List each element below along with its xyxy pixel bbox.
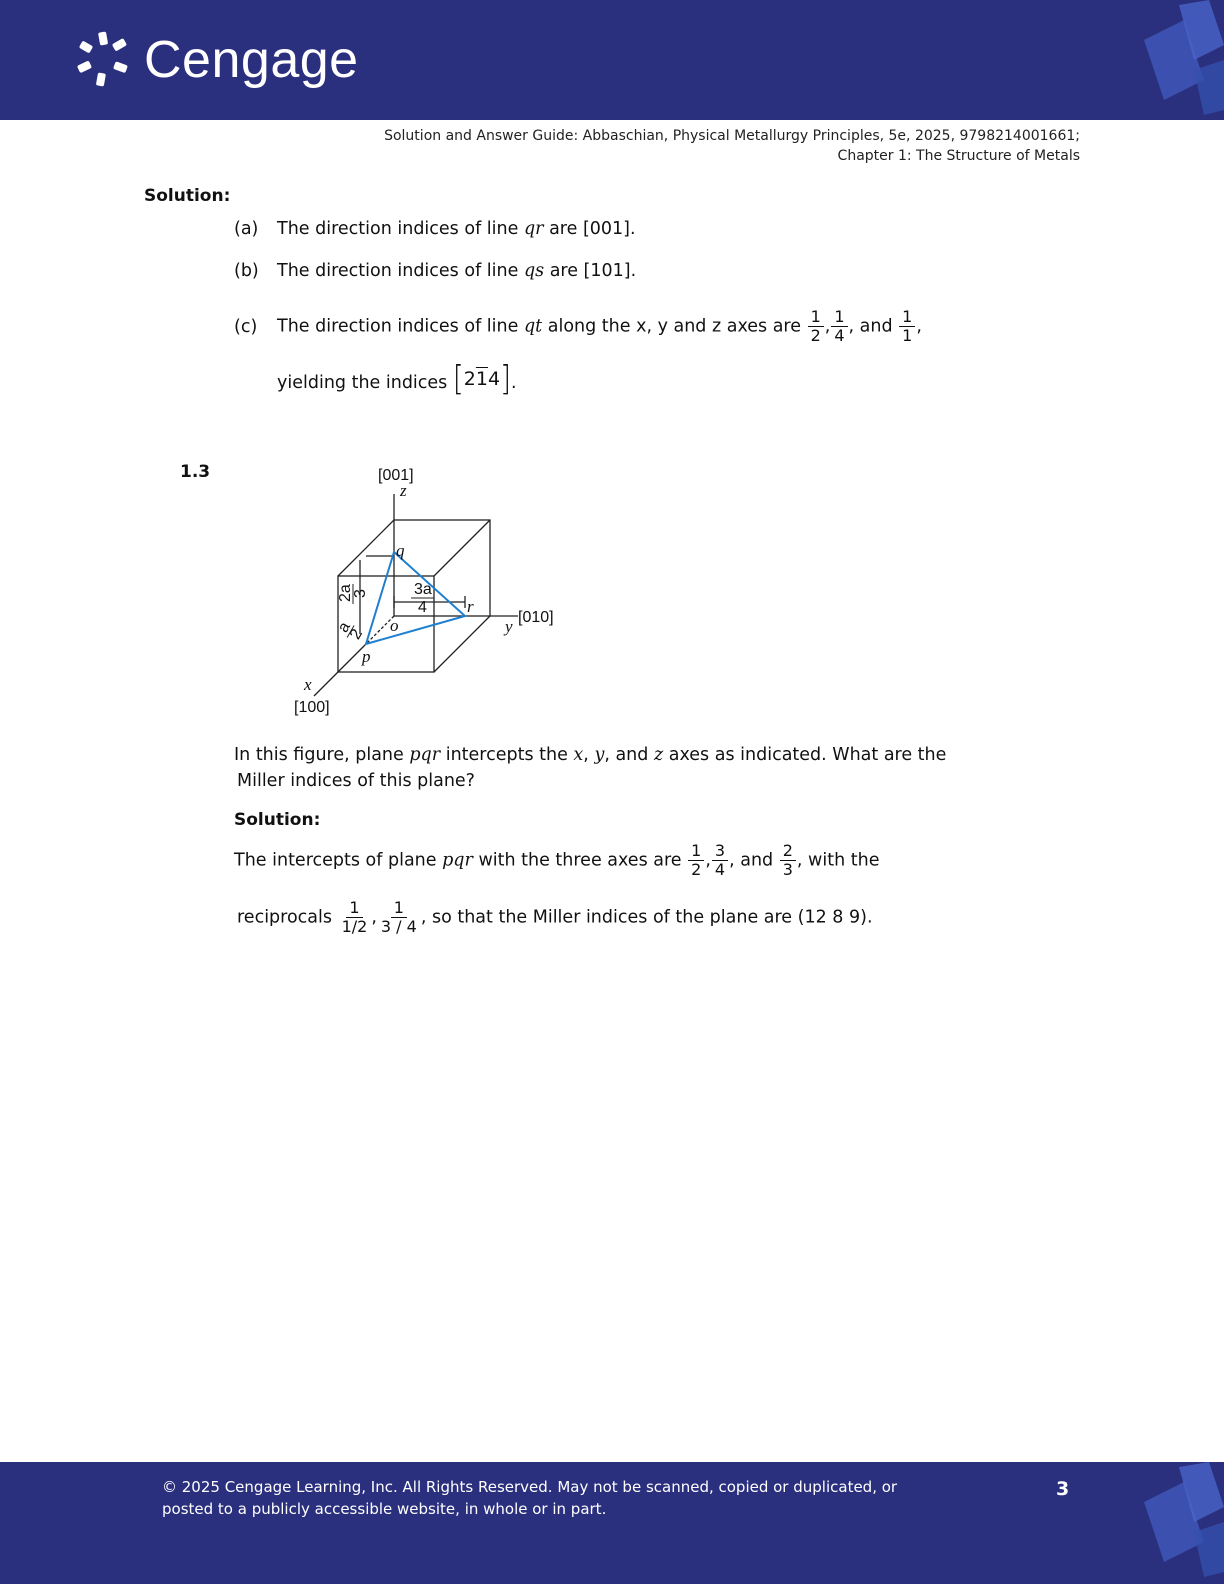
- answer-a-tag: (a): [234, 219, 259, 239]
- x-axis-label: x: [304, 675, 312, 694]
- point-q-label: q: [396, 541, 405, 560]
- header-line-1: Solution and Answer Guide: Abbaschian, Physical Metallurgy Principles, 5e, 2025, 9798214001661;: [384, 128, 1080, 144]
- solution-label: Solution:: [144, 186, 231, 206]
- svg-text:2: 2: [346, 626, 367, 643]
- answer-b: (b) The direction indices of line qs are [101].: [234, 261, 637, 281]
- fraction: $\frac{1}{1}$: [899, 308, 915, 345]
- fraction: $\frac{1}{2}$: [688, 842, 704, 879]
- header-band: [0, 0, 1224, 120]
- answer-c: (c) The direction indices of line qt along the x, y and z axes are $\frac{1}{2}$ , $\frac{1}{4}$ , and $\frac{1}{1}$ ,: [234, 307, 922, 345]
- fraction: $\frac{1}{1/2}$: [341, 898, 368, 936]
- fraction: $\frac{1}{2}$: [808, 308, 824, 345]
- question-line-1: In this figure, plane pqr intercepts the x, y, and z axes as indicated. What are the: [234, 745, 947, 765]
- dim-z-fraction: [337, 584, 369, 604]
- solution-2-line-2: reciprocals $\frac{1}{1/2}$ , $\frac{1}{3 / 4}$ , so that the Miller indices of the plane are (12 8 9).: [237, 898, 873, 936]
- svg-text:2a: 2a: [337, 584, 354, 602]
- svg-text:a: a: [334, 619, 354, 636]
- brand-name: Cengage: [144, 31, 359, 89]
- direction-indices: [ 2 1 4 ]: [452, 358, 512, 399]
- svg-text:3a: 3a: [414, 581, 432, 598]
- answer-c-tag: (c): [234, 316, 258, 337]
- fraction: $\frac{3}{4}$: [712, 842, 728, 879]
- corner-decoration-icon: [1134, 0, 1224, 120]
- fraction: $\frac{1}{4}$: [831, 308, 847, 345]
- page-number: 3: [1056, 1478, 1070, 1500]
- x-direction-label: [100]: [294, 699, 330, 716]
- point-r-label: r: [467, 597, 474, 616]
- fraction: $\frac{2}{3}$: [780, 842, 796, 879]
- y-axis-label: y: [505, 617, 513, 636]
- problem-number: 1.3: [180, 462, 211, 482]
- solution-label-2: Solution:: [234, 810, 321, 830]
- z-direction-label: [001]: [378, 467, 414, 484]
- footer-corner-decoration-icon: [1134, 1462, 1224, 1584]
- point-p-label: p: [362, 647, 371, 666]
- copyright-notice: © 2025 Cengage Learning, Inc. All Rights Reserved. May not be scanned, copied or duplicated, or posted to a publicly accessible website, in whole or in part.: [162, 1478, 898, 1518]
- unit-cell-figure: [290, 462, 580, 726]
- y-direction-label: [010]: [518, 609, 554, 626]
- z-axis-label: z: [400, 481, 407, 500]
- fraction: $\frac{1}{3 / 4}$: [380, 898, 417, 936]
- dim-y-fraction: [411, 581, 434, 616]
- cengage-logo: [72, 28, 359, 92]
- question-line-2: Miller indices of this plane?: [237, 771, 475, 791]
- header-line-2: Chapter 1: The Structure of Metals: [837, 148, 1080, 164]
- solution-2-line-1: The intercepts of plane pqr with the three axes are $\frac{1}{2}$ , $\frac{3}{4}$ , and $\frac{2}{3}$ , with the: [234, 841, 880, 879]
- cengage-mark-icon: [72, 29, 134, 91]
- origin-o-label: o: [390, 616, 399, 635]
- svg-text:4: 4: [418, 599, 427, 616]
- document-header: [384, 126, 1080, 166]
- answer-b-tag: (b): [234, 261, 259, 281]
- answer-c-continued: yielding the indices [ 2 1 4 ] .: [277, 358, 517, 399]
- answer-a: (a) The direction indices of line qr are [001].: [234, 219, 636, 239]
- svg-text:3: 3: [352, 589, 369, 598]
